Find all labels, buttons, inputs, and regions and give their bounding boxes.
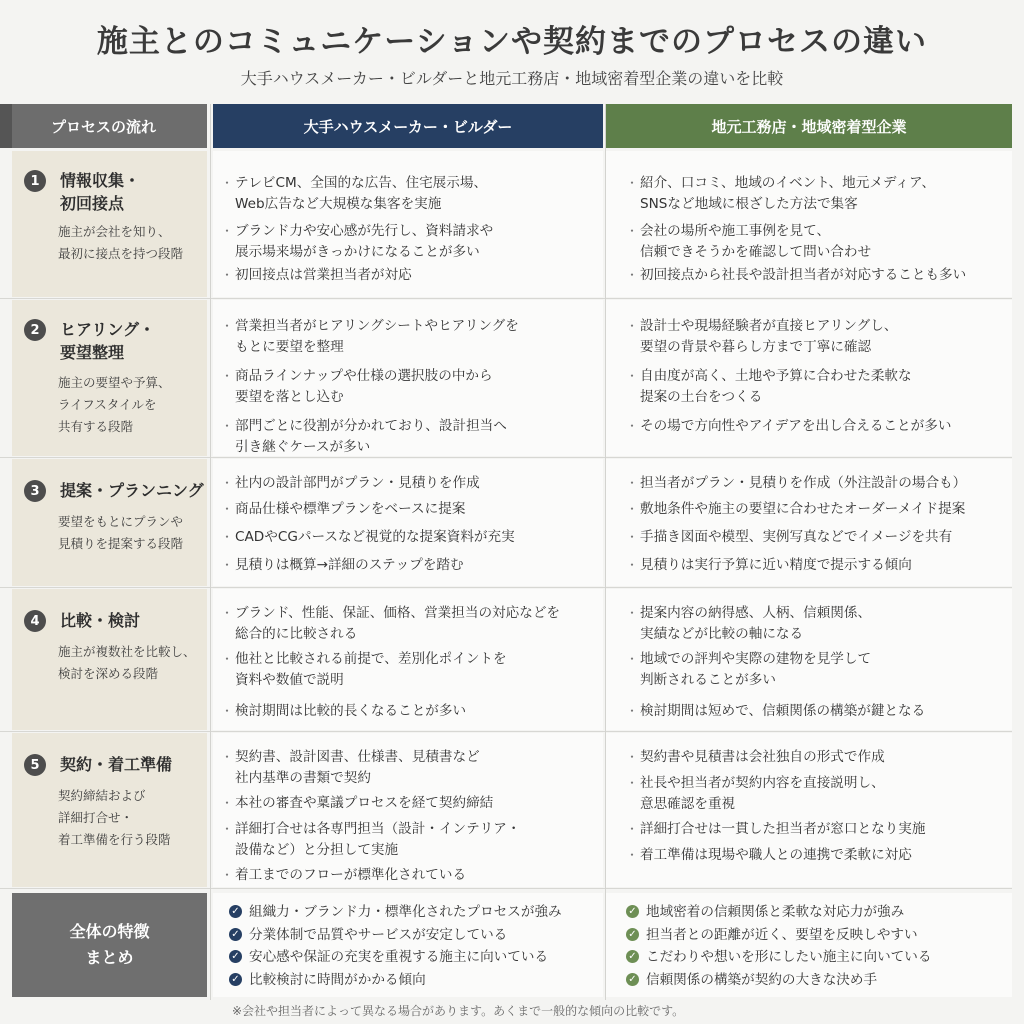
major-bullet: ・ 詳細打合せは各専門担当（設計・インテリア・ 設備など）と分担して実施 <box>235 819 520 861</box>
stage-title: 提案・プランニング <box>60 481 204 500</box>
header-local-label: 地元工務店・地域密着型企業 <box>711 117 907 136</box>
page-title: 施主とのコミュニケーションや契約までのプロセスの違い <box>96 24 928 60</box>
row-divider <box>0 888 1012 889</box>
row-divider <box>0 587 1012 588</box>
local-bullet: ・ その場で方向性やアイデアを出し合えることが多い <box>640 416 951 437</box>
major-bullet: ・ 部門ごとに役割が分かれており、設計担当へ 引き継ぐケースが多い <box>235 416 507 458</box>
stage-cell <box>12 589 207 730</box>
local-bullet: ・ 会社の場所や施工事例を見て、 信頼できそうかを確認して問い合わせ <box>640 221 871 263</box>
summary-major-text: 比較検討に時間がかかる傾向 <box>249 971 426 988</box>
major-cell <box>213 151 603 297</box>
step-number-badge: 3 <box>24 480 46 502</box>
major-bullet: ・ 本社の審査や稟議プロセスを経て契約締結 <box>235 793 493 814</box>
summary-local-text: 信頼関係の構築が契約の大きな決め手 <box>646 971 878 988</box>
major-bullet: ・ 着工までのフローが標準化されている <box>235 865 466 886</box>
local-bullet: ・ 見積りは実行予算に近い精度で提示する傾向 <box>640 555 912 576</box>
stage-title: 比較・検討 <box>60 611 141 630</box>
step-number-badge: 5 <box>24 754 46 776</box>
major-cell <box>213 589 603 730</box>
summary-label-line1: 全体の特徴 <box>69 922 150 941</box>
summary-major-text: 安心感や保証の充実を重視する施主に向いている <box>249 949 549 965</box>
stage-cell <box>12 300 207 456</box>
local-bullet: ・ 着工準備は現場や職人との連携で柔軟に対応 <box>640 845 912 866</box>
row-divider <box>0 457 1012 458</box>
major-bullet: ・ CADやCGパースなど視覚的な提案資料が充実 <box>235 527 515 548</box>
local-bullet: ・ 詳細打合せは一貫した担当者が窓口となり実施 <box>640 819 925 840</box>
check-icon: ✓ <box>229 973 242 986</box>
stage-cell <box>12 733 207 887</box>
footnote: ※会社や担当者によって異なる場合があります。あくまで一般的な傾向の比較です。 <box>232 1004 685 1018</box>
major-bullet: ・ 社内の設計部門がプラン・見積りを作成 <box>235 473 480 494</box>
local-cell <box>606 151 1012 297</box>
header-major-label: 大手ハウスメーカー・ビルダー <box>303 117 513 136</box>
local-bullet: ・ 社長や担当者が契約内容を直接説明し、 意思確認を重視 <box>640 773 885 815</box>
summary-local-item <box>626 969 877 991</box>
column-divider <box>605 104 606 1000</box>
summary-label-line2: まとめ <box>85 948 134 967</box>
summary-local-text: 地域密着の信頼関係と柔軟な対応力が強み <box>646 904 905 920</box>
summary-local-text: 担当者との距離が近く、要望を反映しやすい <box>646 926 918 943</box>
step-number-badge: 2 <box>24 319 46 341</box>
local-bullet: ・ 提案内容の納得感、人柄、信頼関係、 実績などが比較の軸になる <box>640 603 871 645</box>
header-process <box>0 104 207 148</box>
stage-cell <box>12 459 207 586</box>
check-icon: ✓ <box>626 905 639 918</box>
major-bullet: ・ 見積りは概算→詳細のステップを踏む <box>235 555 464 576</box>
local-bullet: ・ 地域での評判や実際の建物を見学して 判断されることが多い <box>640 649 871 691</box>
local-bullet: ・ 担当者がプラン・見積りを作成（外注設計の場合も） <box>640 473 966 494</box>
local-bullet: ・ 初回接点から社長や設計担当者が対応することも多い <box>640 265 966 286</box>
local-cell <box>606 300 1012 456</box>
summary-local-item <box>626 901 904 923</box>
check-icon: ✓ <box>229 950 242 963</box>
local-bullet: ・ 紹介、口コミ、地域のイベント、地元メディア、 SNSなど地域に根ざした方法で集客 <box>640 173 935 215</box>
header-major <box>213 104 603 148</box>
summary-major-item <box>229 901 562 923</box>
summary-local-item <box>626 946 931 968</box>
summary-local-item <box>626 924 918 946</box>
local-bullet: ・ 検討期間は短めで、信頼関係の構築が鍵となる <box>640 701 925 722</box>
summary-major-item <box>229 946 548 968</box>
summary-major-item <box>229 924 507 946</box>
local-cell <box>606 589 1012 730</box>
major-bullet: ・ 営業担当者がヒアリングシートやヒアリングを もとに要望を整理 <box>235 316 519 358</box>
stage-description: 施主の要望や予算、 ライフスタイルを 共有する段階 <box>58 375 171 434</box>
local-bullet: ・ 自由度が高く、土地や予算に合わせた柔軟な 提案の土台をつくる <box>640 366 912 408</box>
summary-label <box>12 893 207 997</box>
local-bullet: ・ 手描き図面や模型、実例写真などでイメージを共有 <box>640 527 952 548</box>
summary-major-cell <box>213 893 603 997</box>
major-bullet: ・ 商品ラインナップや仕様の選択肢の中から 要望を落とし込む <box>235 366 493 408</box>
major-bullet: ・ テレビCM、全国的な広告、住宅展示場、 Web広告など大規模な集客を実施 <box>235 173 487 215</box>
stage-description: 要望をもとにプランや 見積りを提案する段階 <box>58 514 184 551</box>
local-cell <box>606 733 1012 887</box>
major-bullet: ・ ブランド力や安心感が先行し、資料請求や 展示場来場がきっかけになることが多い <box>235 221 493 263</box>
summary-local-cell <box>606 893 1012 997</box>
stage-title: 情報収集・ 初回接点 <box>60 171 141 213</box>
page-subtitle: 大手ハウスメーカー・ビルダーと地元工務店・地域密着型企業の違いを比較 <box>240 69 784 88</box>
local-bullet: ・ 設計士や現場経験者が直接ヒアリングし、 要望の背景や暮らし方まで丁寧に確認 <box>640 316 897 358</box>
summary-major-text: 組織力・ブランド力・標準化されたプロセスが強み <box>249 904 562 920</box>
check-icon: ✓ <box>626 950 639 963</box>
stage-title: ヒアリング・ 要望整理 <box>60 320 156 362</box>
major-bullet: ・ 契約書、設計図書、仕様書、見積書など 社内基準の書類で契約 <box>235 747 480 789</box>
major-cell <box>213 733 603 887</box>
stage-cell <box>12 151 207 297</box>
check-icon: ✓ <box>626 973 639 986</box>
step-number-badge: 4 <box>24 610 46 632</box>
stage-description: 契約締結および 詳細打合せ・ 着工準備を行う段階 <box>58 788 171 847</box>
local-bullet: ・ 契約書や見積書は会社独自の形式で作成 <box>640 747 885 768</box>
row-divider <box>0 731 1012 732</box>
local-bullet: ・ 敷地条件や施主の要望に合わせたオーダーメイド提案 <box>640 499 965 520</box>
major-bullet: ・ 他社と比較される前提で、差別化ポイントを 資料や数値で説明 <box>235 649 507 691</box>
summary-major-item <box>229 969 426 991</box>
header-local <box>606 104 1012 148</box>
step-number-badge: 1 <box>24 170 46 192</box>
stage-description: 施主が複数社を比較し、 検討を深める段階 <box>58 644 196 681</box>
summary-major-text: 分業体制で品質やサービスが安定している <box>249 926 508 943</box>
major-bullet: ・ 検討期間は比較的長くなることが多い <box>235 701 466 722</box>
stage-title: 契約・着工準備 <box>60 755 173 774</box>
major-bullet: ・ 初回接点は営業担当者が対応 <box>235 265 412 286</box>
check-icon: ✓ <box>626 928 639 941</box>
check-icon: ✓ <box>229 905 242 918</box>
check-icon: ✓ <box>229 928 242 941</box>
local-cell <box>606 459 1012 586</box>
major-bullet: ・ 商品仕様や標準プランをベースに提案 <box>235 499 465 520</box>
major-cell <box>213 459 603 586</box>
header-process-label: プロセスの流れ <box>50 117 156 136</box>
major-cell <box>213 300 603 456</box>
stage-description: 施主が会社を知り、 最初に接点を持つ段階 <box>58 224 184 261</box>
summary-local-text: こだわりや想いを形にしたい施主に向いている <box>646 949 932 965</box>
row-divider <box>0 298 1012 299</box>
column-divider <box>210 104 211 1000</box>
major-bullet: ・ ブランド、性能、保証、価格、営業担当の対応などを 総合的に比較される <box>235 603 560 645</box>
